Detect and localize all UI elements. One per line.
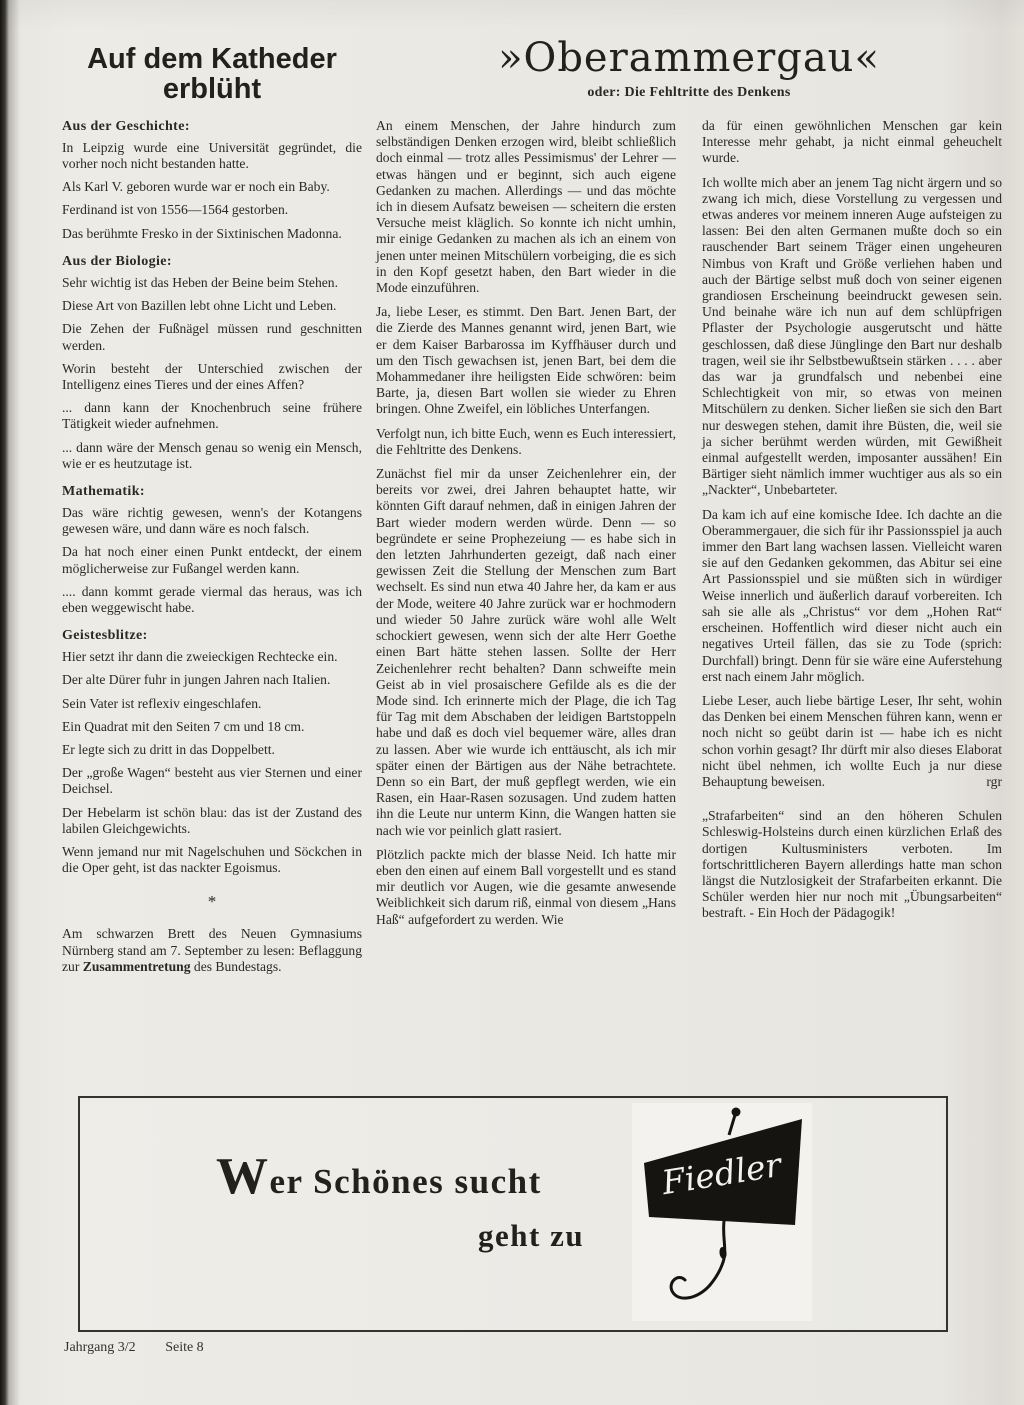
- paragraph: Ja, liebe Leser, es stimmt. Den Bart. Jenen Bart, der die Zierde des Mannes genannt wird, jenen Bart, wie er dem Kaiser Barbarossa im Kyffhäuser durch und um den Tisch gewachsen ist, jenen Bart, bei dem die Mohammedaner ihre heiligsten Eide schwören: beim Barte, ja, diesen Bart wollen sie wieder zu Ehren bringen. Ohne Zweifel, ein löbliches Unterfangen.: [376, 304, 676, 417]
- note-text: des Bundestags.: [190, 958, 282, 974]
- quote-item: Das wäre richtig gewesen, wenn's der Kotangens gewesen wäre, und dann wäre es noch falsch.: [62, 504, 362, 537]
- note-bold-text: Zusammentretung: [82, 958, 191, 974]
- quote-item: Als Karl V. geboren wurde war er noch ein Baby.: [62, 179, 330, 195]
- main-article: [376, 35, 1002, 936]
- advertisement: [78, 1096, 948, 1332]
- quote-item: Die Zehen der Fußnägel müssen rund geschnitten werden.: [62, 321, 362, 353]
- paragraph-text: Liebe Leser, auch liebe bärtige Leser, Ihr seht, wohin das Denken bei einem Menschen führen kann, wenn er noch nicht so geübt darin ist — habe ich es nicht schon vorhin gesagt? Ihr dürft mir also dieses Elaborat nicht übel nehmen, ich wollte Euch ja nur diese Behauptung beweisen.: [702, 692, 1002, 789]
- note-text: Am schwarzen Brett des Neuen Gymnasiums Nürnberg stand am 7. September zu lesen: Beflaggung zur: [62, 926, 362, 974]
- article-column-1: [376, 118, 676, 936]
- logo-text: Fiedler: [659, 1144, 784, 1203]
- section-heading-biologie: Aus der Biologie:: [62, 253, 172, 269]
- quote-item: In Leipzig wurde eine Universität gegründet, die vorher noch nicht bestanden hatte.: [62, 139, 362, 172]
- paragraph: An einem Menschen, der Jahre hindurch zum selbständigen Denken erzogen wird, bleibt schließlich doch einmal — trotz alles Pessimismus' der Lehrer — etwas hängen und er beginnt, sich auch eigene Gedanken zu machen. Allerdings — und das möchte ich in diesem Aufsatz beweisen — scheitern die ersten Versuche meist kläglich. So konnte ich nicht umhin, mir einige Gedanken zu machen als ich an einem von jenen unter meinen Mitschülern vorbeiging, die es sich in den Kopf gesetzt haben, den Bart wieder in die Mode einzuführen.: [376, 118, 676, 296]
- quote-item: Der „große Wagen“ besteht aus vier Sternen und einer Deichsel.: [62, 765, 362, 797]
- left-article: [62, 44, 362, 975]
- quote-item: .... dann kommt gerade viermal das heraus, was ich eben weggewischt habe.: [62, 583, 362, 615]
- paragraph: Da kam ich auf eine komische Idee. Ich dachte an die Oberammergauer, die sich für ihr Passionsspiel ja auch immer den Bart lang wachsen lassen. Vielleicht waren sie auf den Gedanken gekommen, das Abitur sei eine Art Passionsspiel und sie müßten sich in würdiger Weise innerlich und äußerlich darauf vorbereiten. Ich sah sie alle als „Christus“ vor dem „Hohen Rat“ erscheinen. Hoffentlich wird dieser nicht auch ein negatives Urteil fällen, das sie zu Tode (sprich: Durchfall) bringt. Denn für sie wäre eine Auferstehung erst nach einem Jahr möglich.: [702, 506, 1002, 684]
- page-footer: [64, 1340, 204, 1356]
- paragraph: Verfolgt nun, ich bitte Euch, wenn es Euch interessiert, die Fehltritte des Denkens.: [376, 425, 676, 457]
- quote-item: Ferdinand ist von 1556—1564 gestorben.: [62, 202, 289, 218]
- section-heading-geistesblitze: Geistesblitze:: [62, 628, 148, 644]
- quote-item: Der alte Dürer fuhr in jungen Jahren nach Italien.: [62, 672, 331, 688]
- section-heading-geschichte: Aus der Geschichte:: [62, 118, 190, 134]
- footer-volume: Jahrgang 3/2: [64, 1340, 136, 1355]
- article-columns: [376, 118, 1002, 936]
- paragraph: Ich wollte mich aber an jenem Tag nicht ärgern und so zwang ich mich, diese Vorstellung zu vergessen und etwas anderes vor meinem inneren Auge aufsteigen zu lassen: Bei den alten Germanen mußte doch so ein rauschender Bart seinem Träger einen ungeheuren Nimbus von Kraft und Größe verliehen haben und auch der Bärtige selbst muß doch von seiner eigenen grandiosen Erscheinung beeindruckt gewesen sein. Und beinahe wäre ich nun auf dem schlüpfrigen Pflaster der Psychologie ausgerutscht und hätte geschlossen, daß diese Jünglinge den Bart nur deshalb tragen, weil sie ihr Selbstbewußtsein stärken . . . . aber das war ja grundfalsch und nebenbei eine Schlechtigkeit von mir, so etwas von meinen Mitschülern zu denken. Sicher ließen sie sich den Bart nur deswegen stehen, damit ihre Büsten, die, weil sie ja sicher berühmt werden würden, mit Gewißheit einmal aufgestellt werden, imposanter aussähen! Ein Bärtiger sieht nämlich immer wuchtiger aus als so ein „Nackter“, Unbebarteter.: [702, 174, 1002, 498]
- quote-item: Wenn jemand nur mit Nagelschuhen und Söckchen in die Oper geht, ist das nackter Egoismus.: [62, 843, 362, 876]
- quote-item: Hier setzt ihr dann die zweieckigen Rechtecke ein.: [62, 649, 338, 665]
- quote-item: Das berühmte Fresko in der Sixtinischen Madonna.: [62, 225, 342, 241]
- article-column-2: [702, 118, 1002, 936]
- left-article-title: Auf dem Katheder erblüht: [87, 43, 337, 106]
- paragraph: „Strafarbeiten“ sind an den höheren Schulen Schleswig-Holsteins durch einen kürzlichen Erlaß des dortigen Kultusministers verboten. Im fortschrittlicheren Bayern allerdings hatte man schon längst die Nutzlosigkeit der Strafarbeiten erkannt. Die Schüler werden hier nur noch mit „Übungsarbeiten“ bestraft. - Ein Hoch der Pädagogik!: [702, 808, 1002, 921]
- paragraph: da für einen gewöhnlichen Menschen gar kein Interesse mehr gehabt, ja nicht einmal geheuchelt wurde.: [702, 118, 1002, 166]
- paragraph: Plötzlich packte mich der blasse Neid. Ich hatte mir eben den einen auf einem Ball vorgestellt und es stand mir deutlich vor Augen, wie die gesamte anwesende Weiblichkeit sich darum riß, einmal von diesem „Hans Haß“ aufgefordert zu werden. Wie: [376, 846, 676, 927]
- quote-item: Der Hebelarm ist schön blau: das ist der Zustand des labilen Gleichgewichts.: [62, 804, 362, 836]
- quote-item: Da hat noch einer einen Punkt entdeckt, der einem möglicherweise zur Fußangel werden kann.: [62, 544, 362, 576]
- ad-slogan-line2: geht zu: [478, 1218, 585, 1253]
- quote-item: Sein Vater ist reflexiv eingeschlafen.: [62, 695, 262, 711]
- quote-item: ... dann wäre der Mensch genau so wenig ein Mensch, wie er es heutzutage ist.: [62, 439, 362, 471]
- footer-page: Seite 8: [165, 1340, 204, 1355]
- quote-item: Diese Art von Bazillen lebt ohne Licht und Leben.: [62, 298, 337, 314]
- paragraph: Zunächst fiel mir da unser Zeichenlehrer ein, der bereits vor zwei, drei Jahren behauptet hatte, wir könnten Gift darauf nehmen, daß in einigen Jahren der Bart wieder modern werden würde. Denn — so begründete er seine Prophezeiung — es habe sich in den letzten Jahrhunderten gezeigt, daß nach einer gewissen Zeit die Stellung der Menschen zum Bart wechselt. Es sind nun etwa 40 Jahre her, da kam er aus der Mode, weitere 40 Jahre zurück war er hochmodern und wieder 50 Jahre zurück wäre wohl alle Welt schockiert gewesen, wenn sich der alte Herr Goethe einen Bart hätte stehen lassen. Sollte der Herr Zeichenlehrer recht behalten? Dann schweifte mein Geist ab in viel prosaischere Gefilde als es die der Mode sind. Ich erinnerte mich der Plage, die ich Tag für Tag mit dem Abschaben der leidigen Bartstoppeln habe und daß es doch viel bequemer wäre, alles dran zu lassen. Aber wie wurde ich enttäuscht, als ich mir später einen der Bärtigen aus der Nähe betrachtete. Denn so ein Bart, der muß gepflegt werden, wie ein Rasen, ein Haar-Rasen sozusagen. Und zudem hatten ihn die Leute nur unterm Kinn, die Wangen hatten sie nach wie vor peinlich glatt rasiert.: [376, 466, 676, 838]
- author-signature: rgr: [986, 773, 1002, 789]
- star-separator: *: [207, 892, 217, 912]
- ad-slogan-line1: Wer Schönes sucht: [216, 1148, 542, 1205]
- quote-item: ... dann kann der Knochenbruch seine frühere Tätigkeit wieder aufnehmen.: [62, 400, 362, 432]
- quote-item: Sehr wichtig ist das Heben der Beine beim Stehen.: [62, 274, 338, 290]
- section-heading-mathematik: Mathematik:: [62, 483, 145, 499]
- main-article-title: »Oberammergau«: [498, 35, 880, 81]
- quote-item: Er legte sich zu dritt in das Doppelbett.: [62, 741, 275, 757]
- blackboard-note: [62, 926, 362, 975]
- quote-item: Ein Quadrat mit den Seiten 7 cm und 18 cm.: [62, 718, 305, 734]
- main-article-subtitle: oder: Die Fehltritte des Denkens: [587, 85, 791, 100]
- quote-item: Worin besteht der Unterschied zwischen der Intelligenz eines Tieres und der eines Affen?: [62, 360, 362, 392]
- paragraph: [702, 693, 1002, 790]
- fiedler-sign-icon: [632, 1103, 812, 1321]
